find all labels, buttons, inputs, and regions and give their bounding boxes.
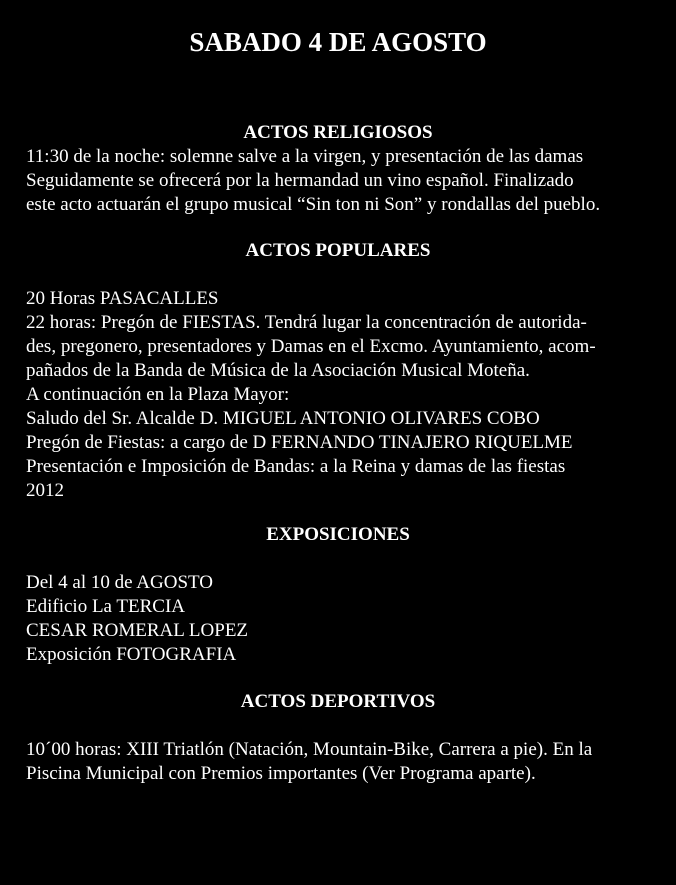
text-line: 2012 bbox=[26, 480, 64, 501]
text-line: 22 horas: Pregón de FIESTAS. Tendrá lugar la concentración de autorida- bbox=[26, 312, 587, 333]
actos-religiosos-text bbox=[26, 145, 656, 217]
actos-populares-text bbox=[26, 287, 656, 503]
text-line: este acto actuarán el grupo musical “Sin ton ni Son” y rondallas del pueblo. bbox=[26, 194, 601, 215]
text-line: 10´00 horas: XIII Triatlón (Natación, Mountain-Bike, Carrera a pie). En la bbox=[26, 739, 593, 760]
text-line: Seguidamente se ofrecerá por la hermandad un vino español. Finalizado bbox=[26, 170, 574, 191]
text-line: Del 4 al 10 de AGOSTO bbox=[26, 572, 213, 593]
heading-actos-populares: ACTOS POPULARES bbox=[245, 240, 431, 261]
text-line: Pregón de Fiestas: a cargo de D FERNANDO TINAJERO RIQUELME bbox=[26, 432, 573, 453]
text-line: Presentación e Imposición de Bandas: a la Reina y damas de las fiestas bbox=[26, 456, 566, 477]
heading-exposiciones: EXPOSICIONES bbox=[266, 524, 410, 545]
text-line: Exposición FOTOGRAFIA bbox=[26, 644, 237, 665]
heading-actos-religiosos: ACTOS RELIGIOSOS bbox=[243, 122, 433, 143]
text-line: Saludo del Sr. Alcalde D. MIGUEL ANTONIO OLIVARES COBO bbox=[26, 408, 540, 429]
text-line: 11:30 de la noche: solemne salve a la virgen, y presentación de las damas bbox=[26, 146, 584, 167]
page-title: SABADO 4 DE AGOSTO bbox=[189, 27, 487, 57]
text-line: CESAR ROMERAL LOPEZ bbox=[26, 620, 249, 641]
heading-actos-deportivos: ACTOS DEPORTIVOS bbox=[240, 691, 436, 712]
text-line: des, pregonero, presentadores y Damas en el Excmo. Ayuntamiento, acom- bbox=[26, 336, 596, 357]
text-line: A continuación en la Plaza Mayor: bbox=[26, 384, 290, 405]
text-line: pañados de la Banda de Música de la Asociación Musical Moteña. bbox=[26, 360, 530, 381]
actos-deportivos-text bbox=[26, 738, 656, 786]
exposiciones-text bbox=[26, 571, 656, 667]
text-line: 20 Horas PASACALLES bbox=[26, 288, 219, 309]
text-line: Piscina Municipal con Premios importantes (Ver Programa aparte). bbox=[26, 763, 536, 784]
text-line: Edificio La TERCIA bbox=[26, 596, 186, 617]
